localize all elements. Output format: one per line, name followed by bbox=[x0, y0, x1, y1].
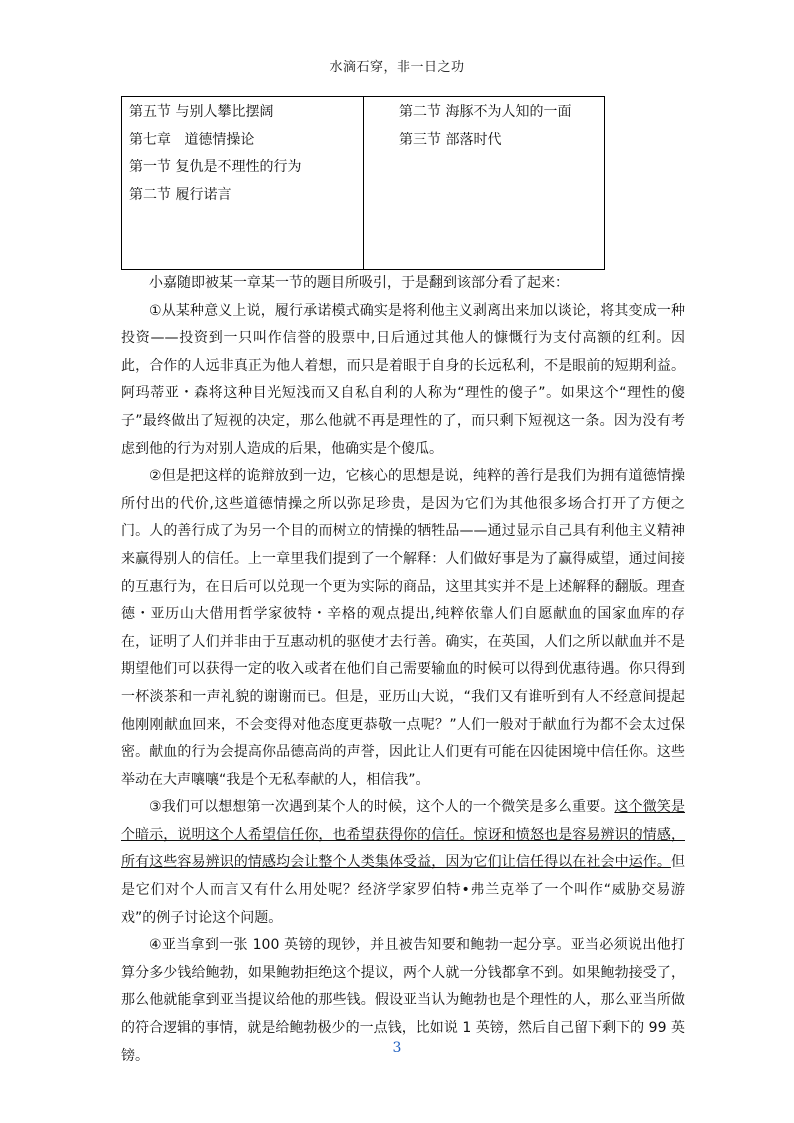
paragraph-2: ②但是把这样的诡辩放到一边，它核心的思想是说，纯粹的善行是我们为拥有道德情操所付出的代价,这些道德情操之所以弥足珍贵，是因为它们为其他很多场合打开了方便之门。人的善行成了为另一个目的而树立的情操的牺牲品——通过显示自己具有利他主义精神来赢得别人的信任。上一章里我们提到了一个解释：人们做好事是为了赢得威望，通过间接的互惠行为，在日后可以兑现一个更为实际的商品，这里其实并不是上述解释的翻版。理查德・亚历山大借用哲学家彼特・辛格的观点提出,纯粹依靠人们自愿献血的国家血库的存在，证明了人们并非由于互惠动机的驱使才去行善。确实，在英国，人们之所以献血并不是期望他们可以获得一定的收入或者在他们自己需要输血的时候可以得到优惠待遇。你只得到一杯淡茶和一声礼貌的谢谢而已。但是，亚历山大说，“我们又有谁听到有人不经意间提起他刚刚献血回来，不会变得对他态度更恭敬一点呢？”人们一般对于献血行为都不会太过保密。献血的行为会提高你品德高尚的声誉，因此让人们更有可能在囚徒困境中信任你。这些举动在大声嚷嚷“我是个无私奉献的人，相信我”。 bbox=[121, 468, 685, 788]
paragraph-1: ①从某种意义上说，履行承诺模式确实是将利他主义剥离出来加以谈论，将其变成一种投资——投资到一只叫作信誉的股票中,日后通过其他人的慷慨行为支付高额的红利。因此，合作的人远非真正为他人着想，而只是着眼于自身的长远私利，不是眼前的短期利益。阿玛蒂亚・森将这种目光短浅而又自私自利的人称为“理性的傻子”。如果这个“理性的傻子”最终做出了短视的决定，那么他就不再是理性的了，而只剩下短视这一条。因为没有考虑到他的行为对别人造成的后果，他确实是个傻瓜。 bbox=[121, 302, 685, 457]
table-divider bbox=[363, 97, 364, 269]
toc-entry: 第二节 海豚不为人知的一面 bbox=[399, 104, 572, 120]
paragraph-3-end: 但是它们对个人而言又有什么用处呢？经济学家罗伯特•弗兰克举了一个叫作“威胁交易游戏”的例子讨论这个问题。 bbox=[121, 854, 685, 926]
page-number: 3 bbox=[392, 1040, 402, 1056]
toc-right-column bbox=[399, 99, 571, 154]
table-of-contents bbox=[121, 96, 605, 270]
toc-entry: 第七章 道德情操论 bbox=[129, 131, 255, 148]
toc-left-column bbox=[129, 99, 301, 209]
toc-entry: 第三节 部落时代 bbox=[399, 131, 502, 148]
paragraph-4: ④亚当拿到一张 100 英镑的现钞，并且被告知要和鲍勃一起分享。亚当必须说出他打算分多少钱给鲍勃，如果鲍勃拒绝这个提议，两个人就一分钱都拿不到。如果鲍勃接受了，那么他就能拿到亚当提议给他的那些钱。假设亚当认为鲍勃也是个理性的人，那么亚当所做的符合逻辑的事情，就是给鲍勃极少的一点钱，比如说 1 英镑，然后自己留下剩下的 99 英镑。 bbox=[121, 937, 685, 1064]
paragraph-3-start: ③我们可以想想第一次遇到某个人的时候，这个人的一个微笑是多么重要。 bbox=[149, 799, 615, 816]
intro-paragraph: 小嘉随即被某一章某一节的题目所吸引，于是翻到该部分看了起来： bbox=[149, 275, 569, 291]
page-header: 水滴石穿，非一日之功 bbox=[329, 60, 465, 75]
toc-entry: 第一节 复仇是不理性的行为 bbox=[129, 159, 302, 175]
toc-entry: 第二节 履行诺言 bbox=[129, 186, 232, 203]
body-text bbox=[121, 270, 685, 1070]
toc-entry: 第五节 与别人攀比摆阔 bbox=[129, 104, 274, 120]
paragraph-3 bbox=[121, 794, 685, 932]
underlined-passage: 这个微笑是个暗示，说明这个人希望信任你，也希望获得你的信任。惊讶和愤怒也是容易辨识的情感，所有这些容易辨识的情感均会让整个人类集体受益，因为它们让信任得以在社会中运作。 bbox=[121, 799, 685, 871]
